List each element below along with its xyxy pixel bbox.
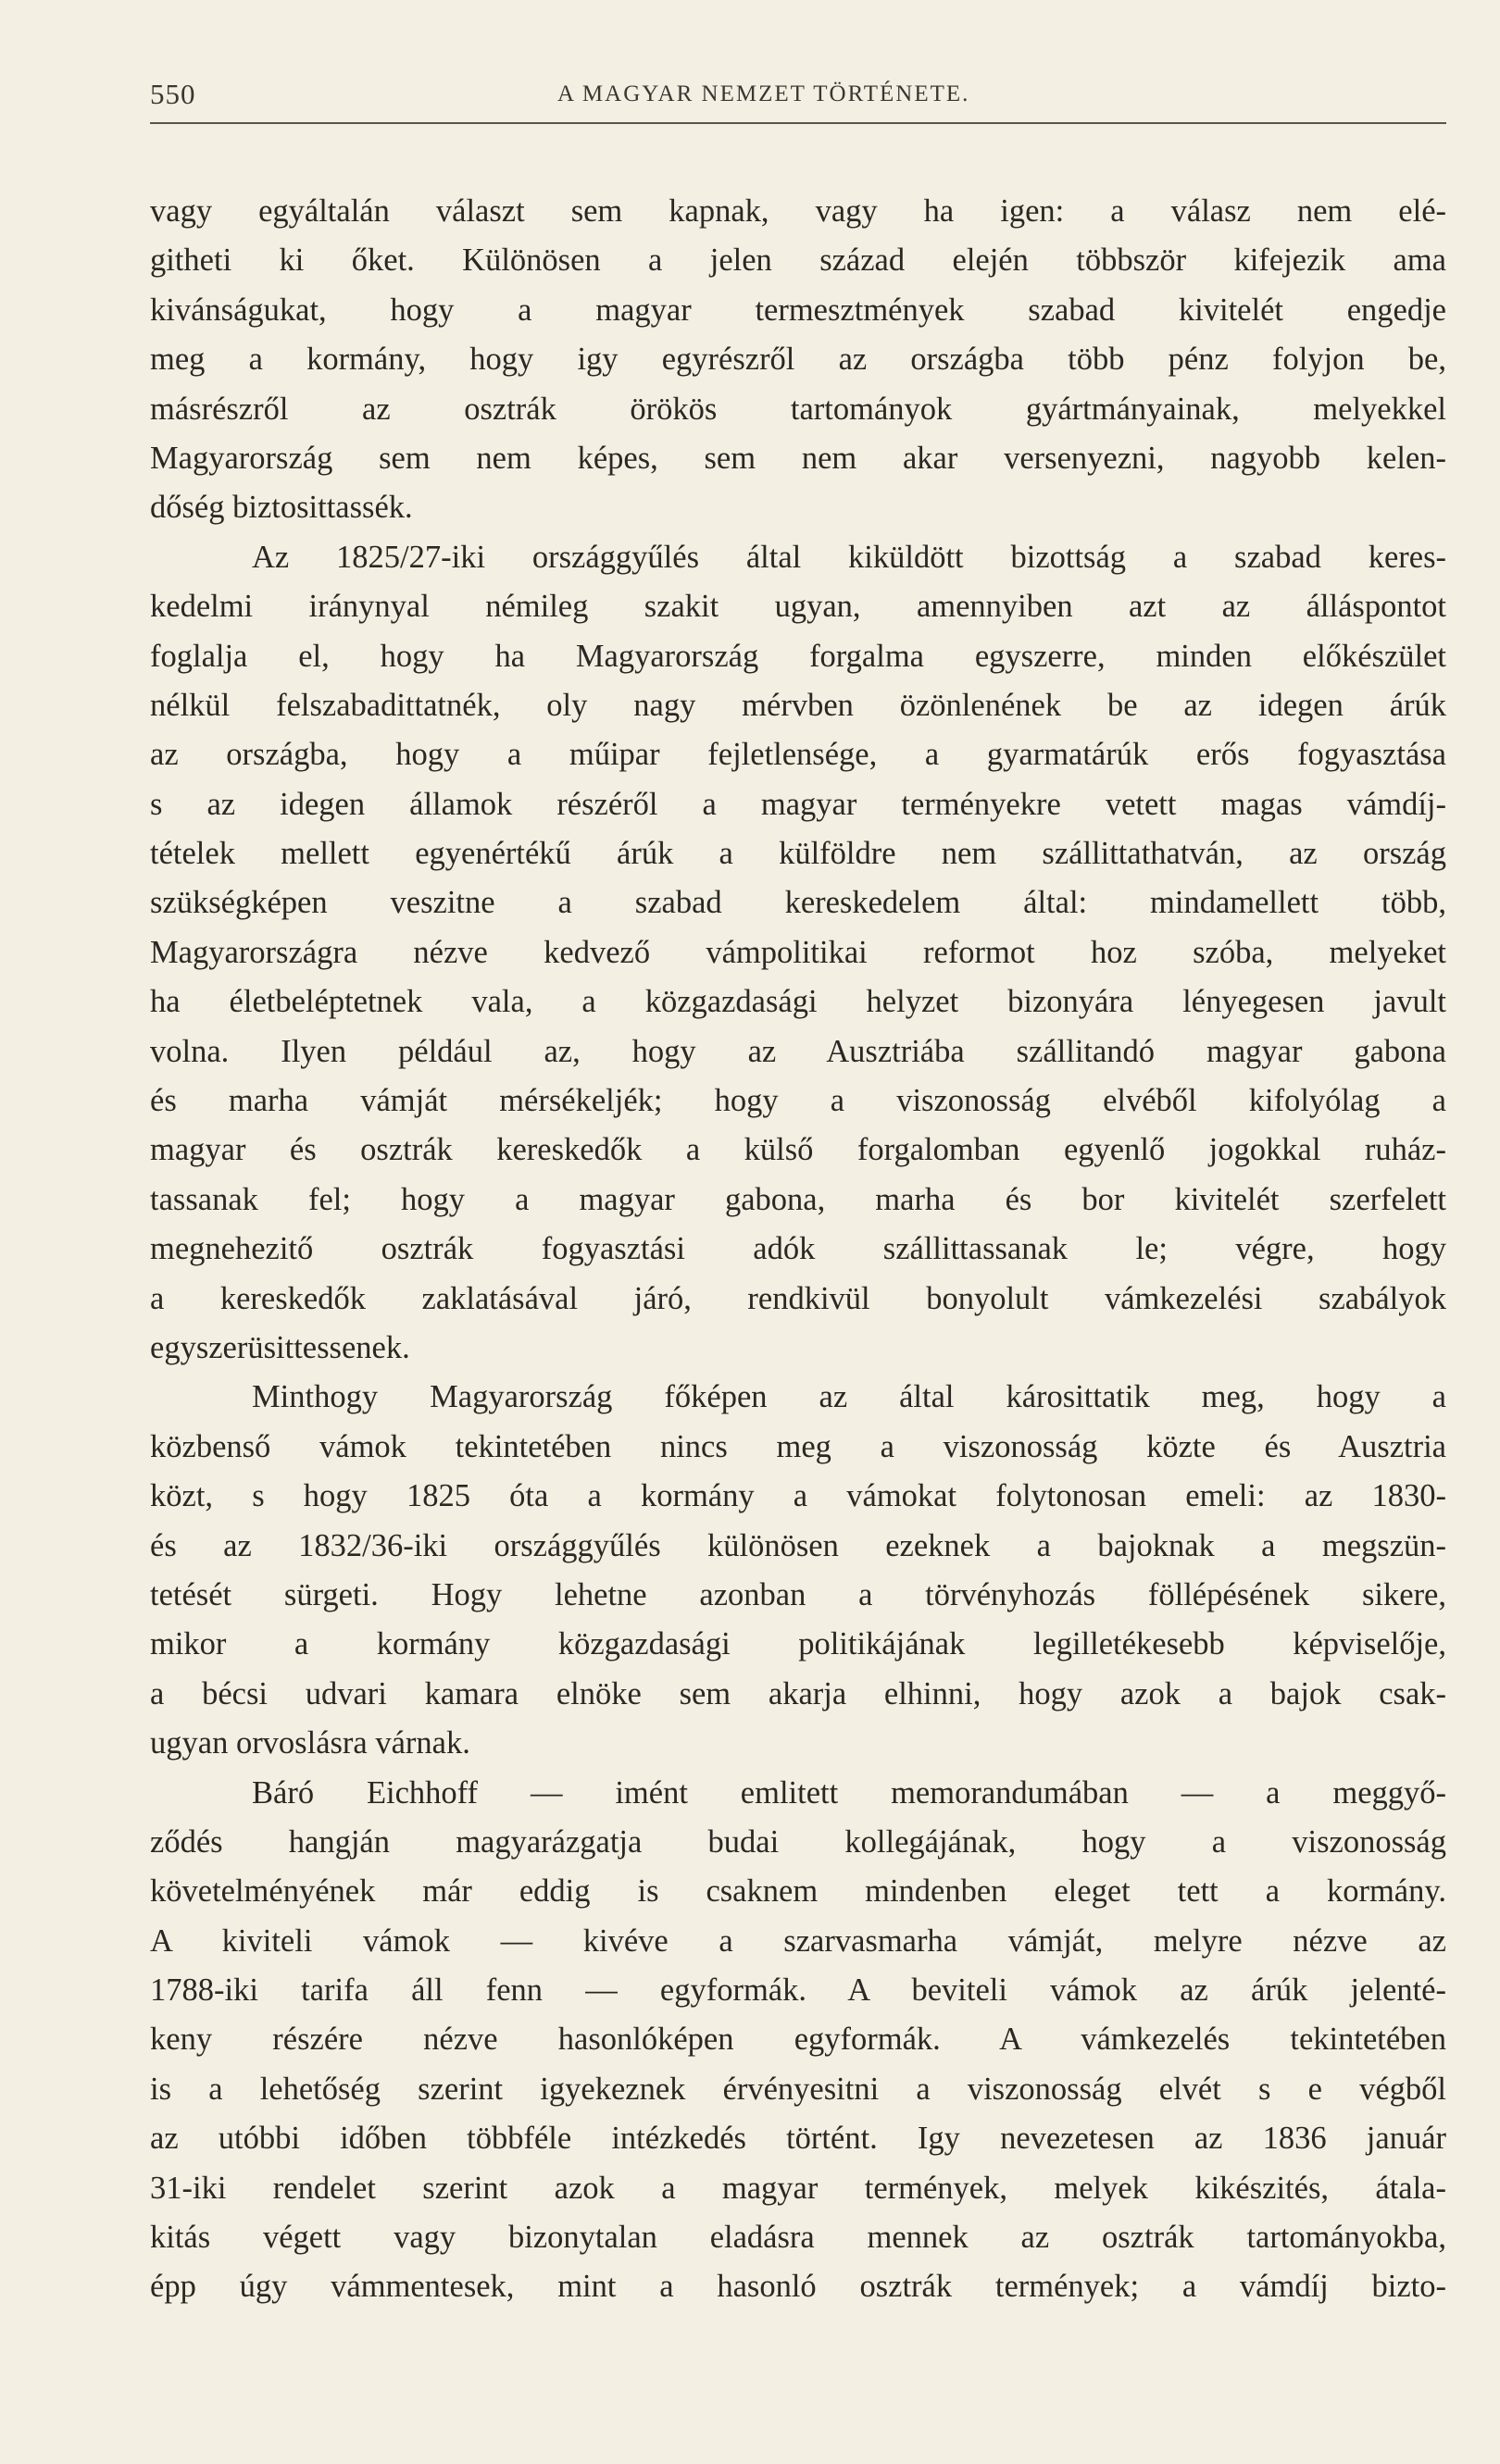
body-text bbox=[150, 187, 1446, 2312]
text-line: nélkül felszabadittatnék, oly nagy mérvben özönlenének be az idegen árúk bbox=[150, 687, 1446, 723]
text-line: 31-iki rendelet szerint azok a magyar termények, melyek kikészités, átala- bbox=[150, 2170, 1446, 2206]
running-title: A MAGYAR NEMZET TÖRTÉNETE. bbox=[557, 81, 970, 106]
text-line: githeti ki őket. Különösen a jelen század elején többször kifejezik ama bbox=[150, 243, 1446, 279]
text-line: Az 1825/27-iki országgyűlés által kiküldött bizottság a szabad keres- bbox=[252, 539, 1446, 575]
text-line: közbenső vámok tekintetében nincs meg a viszonosság közte és Ausztria bbox=[150, 1428, 1446, 1464]
text-line: és marha vámját mérsékeljék; hogy a viszonosság elvéből kifolyólag a bbox=[150, 1083, 1446, 1119]
text-line: ződés hangján magyarázgatja budai kollegájának, hogy a viszonosság bbox=[150, 1823, 1446, 1860]
text-line: az utóbbi időben többféle intézkedés történt. Igy nevezetesen az 1836 január bbox=[150, 2121, 1446, 2157]
text-line: követelményének már eddig is csaknem mindenben eleget tett a kormány. bbox=[150, 1873, 1446, 1910]
text-line: és az 1832/36-iki országgyűlés különösen ezeknek a bajoknak a megszün- bbox=[150, 1527, 1446, 1563]
text-line: Minthogy Magyarország főképen az által károsittatik meg, hogy a bbox=[252, 1379, 1446, 1415]
text-line: s az idegen államok részéről a magyar terményekre vetett magas vámdíj- bbox=[150, 786, 1446, 822]
text-line: egyszerüsittessenek. bbox=[150, 1329, 410, 1365]
text-line: 1788-iki tarifa áll fenn — egyformák. A beviteli vámok az árúk jelenté- bbox=[150, 1972, 1446, 2009]
header-rule bbox=[150, 122, 1446, 124]
text-line: is a lehetőség szerint igyekeznek érvényesitni a viszonosság elvét s e végből bbox=[150, 2071, 1446, 2107]
text-line: a bécsi udvari kamara elnöke sem akarja elhinni, hogy azok a bajok csak- bbox=[150, 1675, 1446, 1711]
text-line: foglalja el, hogy ha Magyarország forgalma egyszerre, minden előkészület bbox=[150, 638, 1446, 674]
text-line: A kiviteli vámok — kivéve a szarvasmarha vámját, melyre nézve az bbox=[150, 1923, 1446, 1959]
text-line: keny részére nézve hasonlóképen egyformák. A vámkezelés tekintetében bbox=[150, 2022, 1446, 2058]
text-line: Magyarország sem nem képes, sem nem akar versenyezni, nagyobb kelen- bbox=[150, 440, 1446, 476]
text-line: épp úgy vámmentesek, mint a hasonló osztrák termények; a vámdíj bizto- bbox=[150, 2269, 1446, 2305]
page-header bbox=[150, 72, 1446, 124]
text-line: kivánságukat, hogy a magyar termesztmények szabad kivitelét engedje bbox=[150, 292, 1446, 328]
text-line: a kereskedők zaklatásával járó, rendkivül bonyolult vámkezelési szabályok bbox=[150, 1280, 1446, 1316]
text-line: dőség biztosittassék. bbox=[150, 490, 413, 526]
text-line: tassanak fel; hogy a magyar gabona, marha és bor kivitelét szerfelett bbox=[150, 1181, 1446, 1217]
text-line: magyar és osztrák kereskedők a külső forgalomban egyenlő jogokkal ruház- bbox=[150, 1132, 1446, 1168]
text-line: megnehezitő osztrák fogyasztási adók szállittassanak le; végre, hogy bbox=[150, 1231, 1446, 1267]
page-number: 550 bbox=[150, 78, 196, 110]
text-line: kedelmi iránynyal némileg szakit ugyan, amennyiben azt az álláspontot bbox=[150, 589, 1446, 625]
text-line: másrészről az osztrák örökös tartományok gyártmányainak, melyekkel bbox=[150, 391, 1446, 427]
text-line: meg a kormány, hogy igy egyrészről az országba több pénz folyjon be, bbox=[150, 342, 1446, 378]
text-line: tetését sürgeti. Hogy lehetne azonban a törvényhozás föllépésének sikere, bbox=[150, 1576, 1446, 1612]
text-line: szükségképen veszitne a szabad kereskedelem által: mindamellett több, bbox=[150, 885, 1446, 921]
text-line: az országba, hogy a műipar fejletlensége, a gyarmatárúk erős fogyasztása bbox=[150, 737, 1446, 773]
text-line: ugyan orvoslásra várnak. bbox=[150, 1725, 470, 1761]
text-line: Báró Eichhoff — imént emlitett memorandumában — a meggyő- bbox=[252, 1774, 1446, 1811]
text-line: tételek mellett egyenértékű árúk a külföldre nem szállittathatván, az ország bbox=[150, 836, 1446, 872]
text-line: közt, s hogy 1825 óta a kormány a vámokat folytonosan emeli: az 1830- bbox=[150, 1478, 1446, 1514]
text-line: mikor a kormány közgazdasági politikájának legilletékesebb képviselője, bbox=[150, 1626, 1446, 1662]
text-line: volna. Ilyen például az, hogy az Ausztriába szállitandó magyar gabona bbox=[150, 1033, 1446, 1069]
text-line: vagy egyáltalán választ sem kapnak, vagy ha igen: a válasz nem elé- bbox=[150, 193, 1446, 229]
text-line: Magyarországra nézve kedvező vámpolitikai reformot hoz szóba, melyeket bbox=[150, 934, 1446, 970]
text-line: ha életbeléptetnek vala, a közgazdasági helyzet bizonyára lényegesen javult bbox=[150, 984, 1446, 1020]
text-line: kitás végett vagy bizonytalan eladásra mennek az osztrák tartományokba, bbox=[150, 2220, 1446, 2256]
